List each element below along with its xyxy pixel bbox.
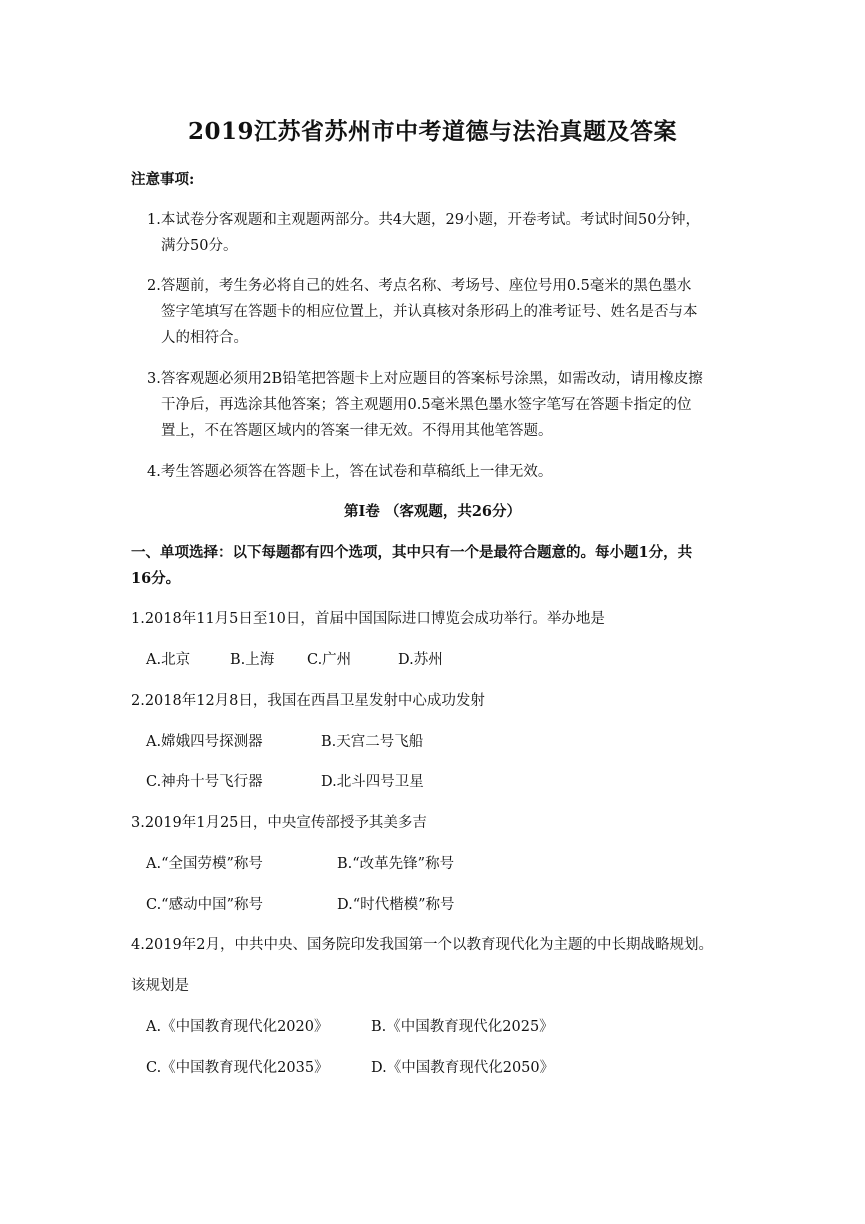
notice-item-1-line-2: 满分50分。: [161, 238, 238, 254]
question-4-option-a: A.《中国教育现代化2020》: [146, 1019, 329, 1035]
notice-heading: 注意事项:: [131, 171, 195, 188]
notice-item-2-line-3: 人的相符合。: [161, 330, 248, 346]
question-2-stem: 2.2018年12月8日，我国在西昌卫星发射中心成功发射: [131, 693, 485, 709]
volume-heading: 第Ⅰ卷 （客观题，共26分）: [343, 503, 521, 520]
notice-item-3-line-3: 置上，不在答题区域内的答案一律无效。不得用其他笔答题。: [161, 423, 553, 439]
question-4-option-d: D.《中国教育现代化2050》: [371, 1060, 555, 1076]
question-1-stem: 1.2018年11月5日至10日，首届中国国际进口博览会成功举行。举办地是: [131, 611, 605, 627]
question-3-option-b: B.“改革先锋”称号: [337, 856, 455, 872]
notice-item-2-line-1: 2.答题前，考生务必将自己的姓名、考点名称、考场号、座位号用0.5毫米的黑色墨水: [147, 278, 692, 294]
question-1-option-d: D.苏州: [398, 652, 443, 668]
section-heading-line-1: 一、单项选择：以下每题都有四个选项，其中只有一个是最符合题意的。每小题1分，共: [131, 544, 693, 561]
question-4-option-b: B.《中国教育现代化2025》: [371, 1019, 554, 1035]
notice-item-2-line-2: 签字笔填写在答题卡的相应位置上，并认真核对条形码上的准考证号、姓名是否与本: [161, 304, 698, 320]
question-1-option-c: C.广州: [307, 652, 352, 668]
question-2-option-c: C.神舟十号飞行器: [146, 774, 263, 790]
question-4-option-c: C.《中国教育现代化2035》: [146, 1060, 329, 1076]
page-title: 2019江苏省苏州市中考道德与法治真题及答案: [187, 118, 677, 145]
notice-item-1-line-1: 1.本试卷分客观题和主观题两部分。共4大题，29小题，开卷考试。考试时间50分钟，: [147, 212, 700, 228]
section-heading-line-2: 16分。: [131, 570, 181, 587]
question-1-option-a: A.北京: [146, 652, 191, 668]
question-2-option-b: B.天宫二号飞船: [321, 734, 424, 750]
question-4-stem-line-2: 该规划是: [131, 978, 189, 994]
notice-item-3-line-2: 干净后，再选涂其他答案；答主观题用0.5毫米黑色墨水签字笔写在答题卡指定的位: [161, 397, 692, 413]
question-2-option-a: A.嫦娥四号探测器: [146, 734, 263, 750]
question-3-stem: 3.2019年1月25日，中央宣传部授予其美多吉: [131, 815, 427, 831]
question-2-option-d: D.北斗四号卫星: [321, 774, 424, 790]
question-3-option-d: D.“时代楷模”称号: [337, 897, 455, 913]
question-3-option-c: C.“感动中国”称号: [146, 897, 264, 913]
question-1-option-b: B.上海: [230, 652, 275, 668]
question-3-option-a: A.“全国劳模”称号: [146, 856, 263, 872]
notice-item-4-line-1: 4.考生答题必须答在答题卡上，答在试卷和草稿纸上一律无效。: [147, 464, 553, 480]
question-4-stem-line-1: 4.2019年2月，中共中央、国务院印发我国第一个以教育现代化为主题的中长期战略规划。: [131, 937, 713, 953]
notice-item-3-line-1: 3.答客观题必须用2B铅笔把答题卡上对应题目的答案标号涂黑，如需改动，请用橡皮擦: [147, 371, 703, 387]
